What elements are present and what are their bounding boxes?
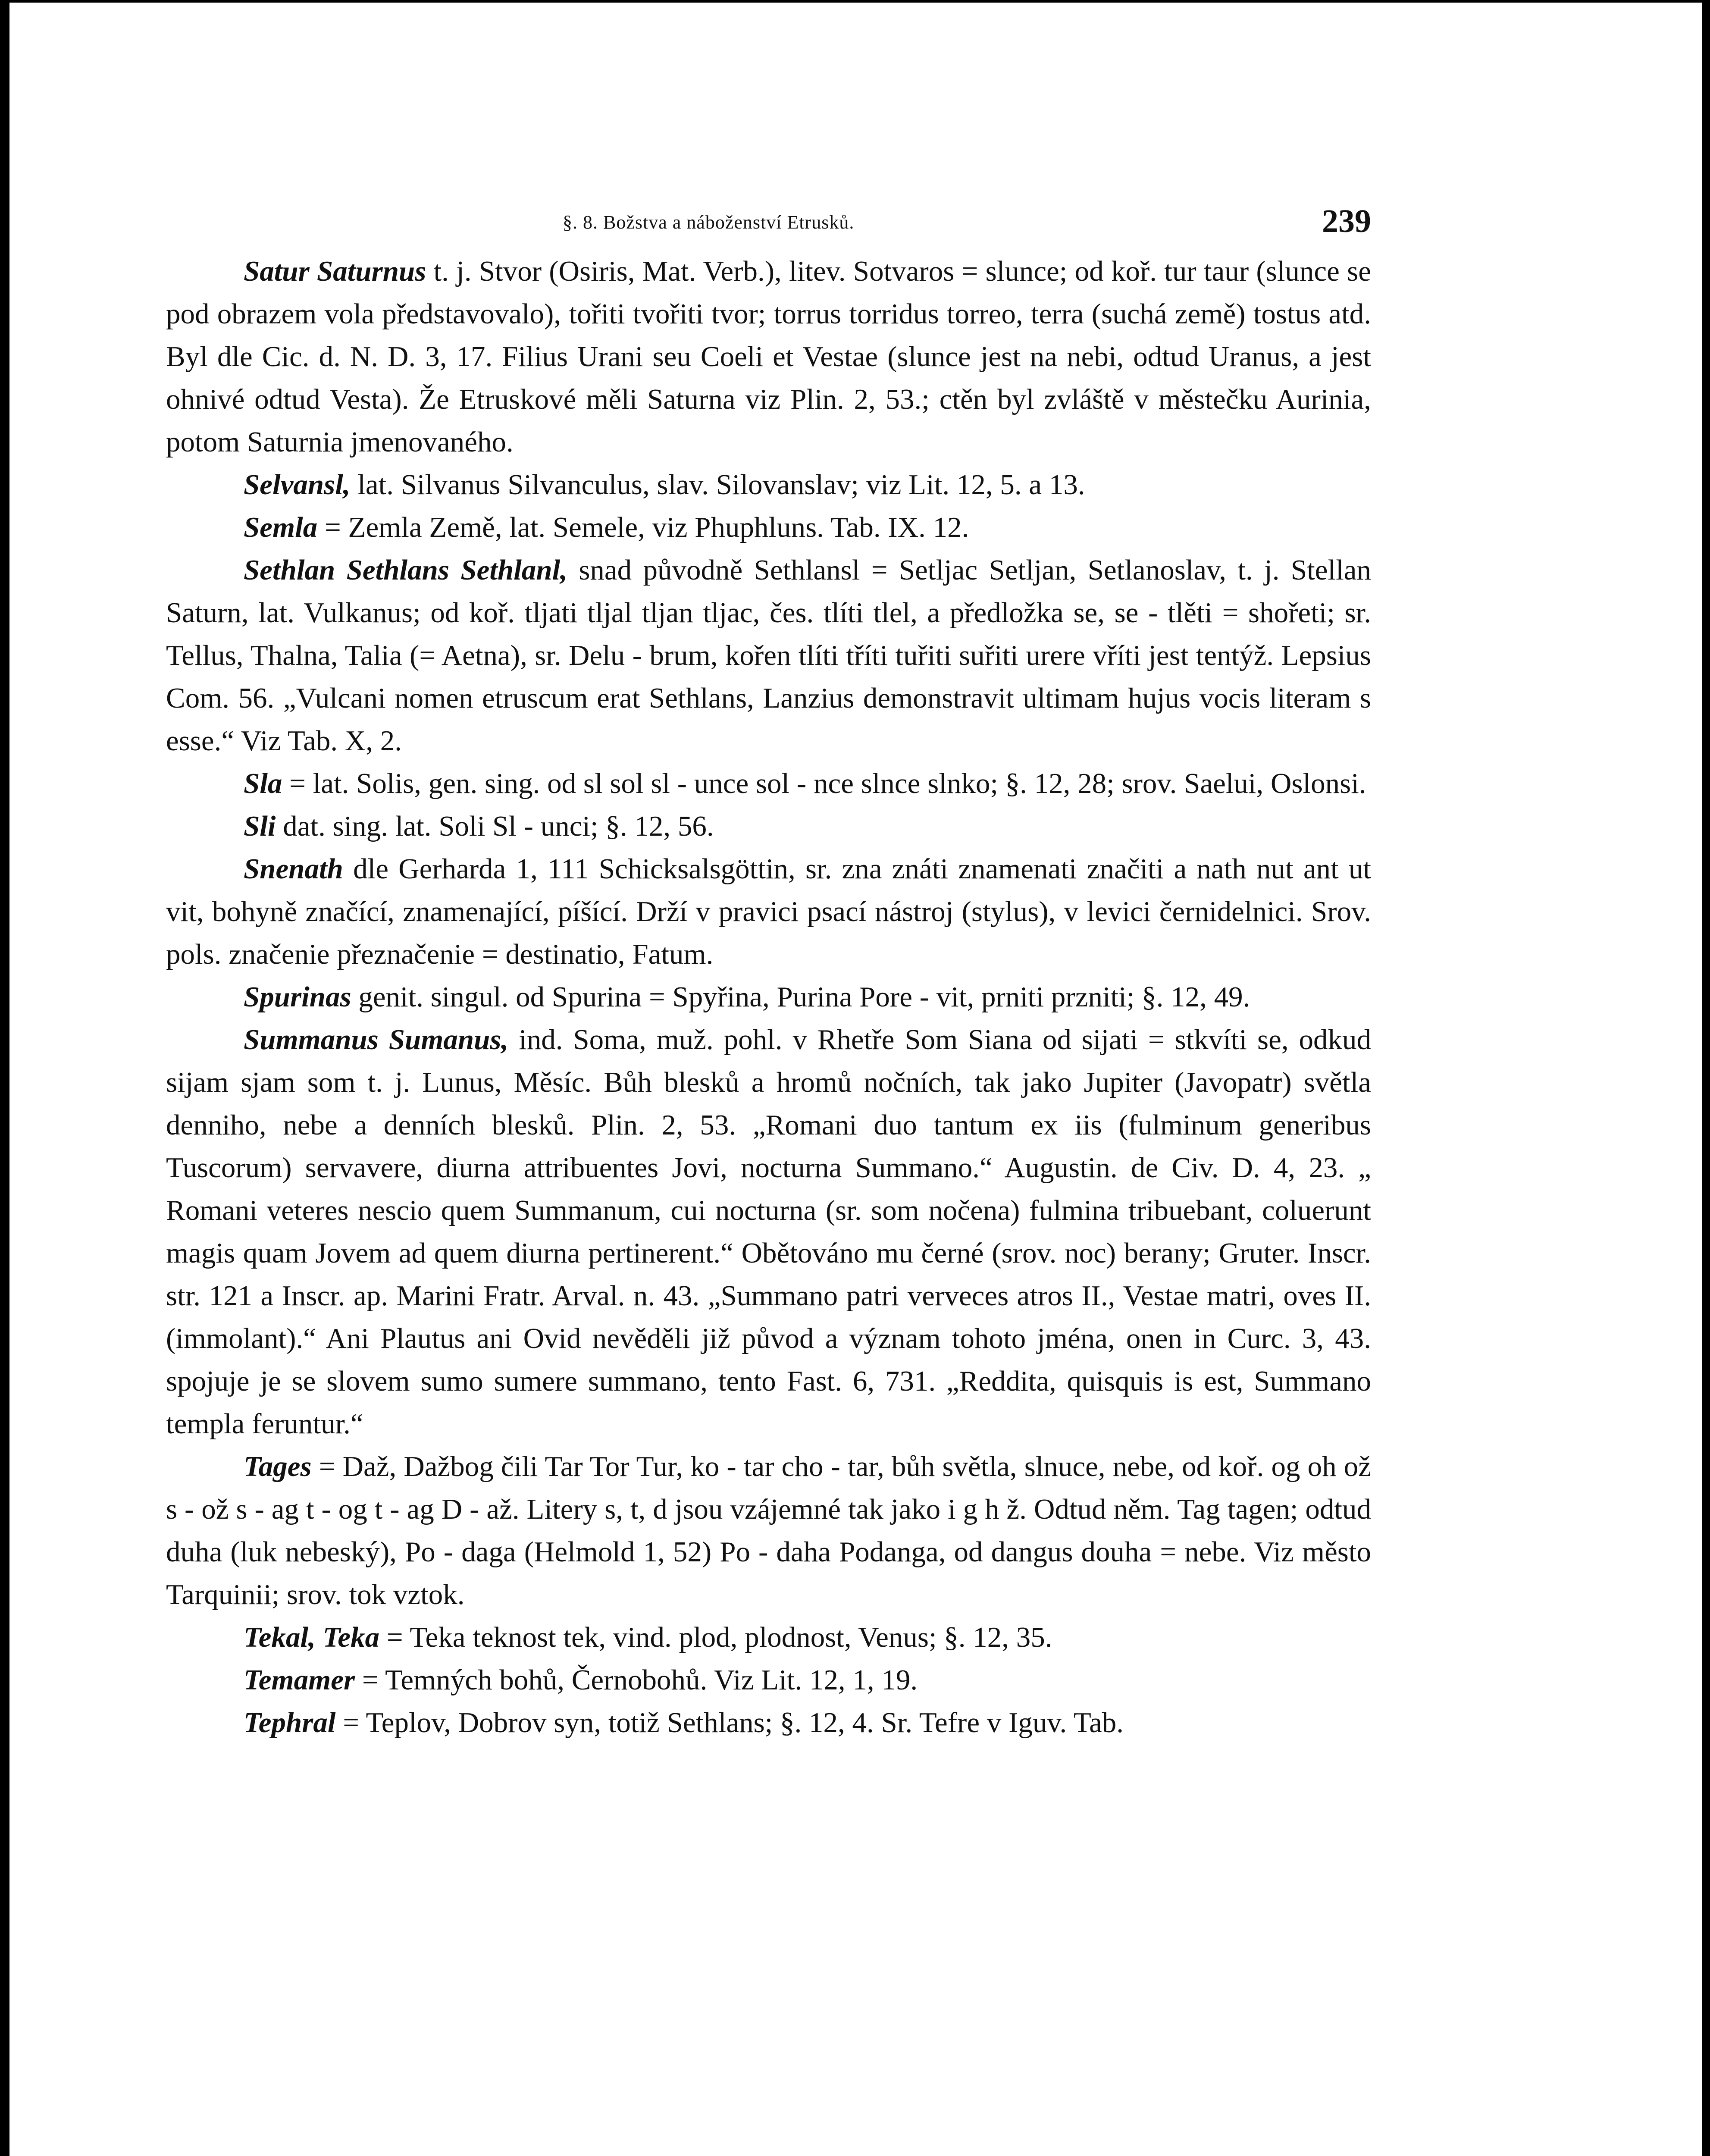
entry-selvansl bbox=[166, 464, 1371, 506]
entry-sla bbox=[166, 762, 1371, 805]
headword: Sla bbox=[244, 768, 282, 799]
headword: Semla bbox=[244, 511, 318, 543]
book-page bbox=[166, 203, 1371, 1744]
headword: Satur Saturnus bbox=[244, 255, 426, 287]
headword: Tephral bbox=[244, 1707, 336, 1739]
entry-temamer bbox=[166, 1659, 1371, 1702]
entry-text: t. j. Stvor (Osiris, Mat. Verb.), litev. Sotvaros = slunce; od koř. tur taur (slunce se pod obrazem vola představovalo), tořiti tvořiti tvor; torrus torridus torreo, terra (suchá země) tostus atd. Byl dle Cic. d. N. D. 3, 17. Filius Urani seu Coeli et Vestae (slunce jest na nebi, odtud Uranus, a jest ohnivé odtud Vesta). Že Etruskové měli Saturna viz Plin. 2, 53.; ctěn byl zvláště v městečku Aurinia, potom Saturnia jmenovaného. bbox=[166, 255, 1371, 458]
running-title: §. 8. Božstva a náboženství Etrusků. bbox=[563, 212, 855, 233]
page-header bbox=[166, 203, 1371, 250]
headword: Tages bbox=[244, 1451, 312, 1482]
headword: Selvansl, bbox=[244, 469, 351, 501]
headword: Tekal, Teka bbox=[244, 1621, 380, 1653]
entry-text: = Teka teknost tek, vind. plod, plodnost, Venus; §. 12, 35. bbox=[379, 1621, 1052, 1653]
entry-text: = Daž, Dažbog čili Tar Tor Tur, ko - tar cho - tar, bůh světla, slnuce, nebe, od koř. og oh ož s - ož s - ag t - og t - ag D - až. Litery s, t, d jsou vzájemné tak jako i g h ž. Odtud něm. Tag tagen; odtud duha (luk nebeský), Po - daga (Helmold 1, 52) Po - daha Podanga, od dangus douha = nebe. Viz město Tarquinii; srov. tok vztok. bbox=[166, 1451, 1371, 1611]
scan-border-left bbox=[0, 0, 9, 2156]
entry-text: = lat. Solis, gen. sing. od sl sol sl - unce sol - nce slnce slnko; §. 12, 28; srov. Saelui, Oslonsi. bbox=[282, 768, 1366, 799]
entry-tekal bbox=[166, 1616, 1371, 1659]
entry-text: = Temných bohů, Černobohů. Viz Lit. 12, 1, 19. bbox=[355, 1664, 918, 1696]
entry-tages bbox=[166, 1445, 1371, 1616]
headword: Summanus Sumanus, bbox=[244, 1024, 509, 1056]
entry-text: dle Gerharda 1, 111 Schicksalsgöttin, sr. zna znáti znamenati značiti a nath nut ant ut vit, bohyně značící, znamenající, píšící. Drží v pravici psací nástroj (stylus), v levici černidelnici. Srov. pols. značenie přeznačenie = destinatio, Fatum. bbox=[166, 853, 1371, 970]
entry-summanus bbox=[166, 1018, 1371, 1445]
entry-text: = Teplov, Dobrov syn, totiž Sethlans; §. 12, 4. Sr. Tefre v Iguv. Tab. bbox=[335, 1707, 1124, 1739]
entry-snenath bbox=[166, 848, 1371, 976]
page-number: 239 bbox=[1322, 203, 1371, 239]
entry-text: genit. singul. od Spurina = Spyřina, Purina Pore - vit, prniti przniti; §. 12, 49. bbox=[351, 981, 1250, 1013]
headword: Sethlan Sethlans Sethlanl, bbox=[244, 554, 567, 586]
entry-text: = Zemla Země, lat. Semele, viz Phuphluns. Tab. IX. 12. bbox=[317, 511, 969, 543]
headword: Sli bbox=[244, 810, 276, 842]
entry-text: snad původně Sethlansl = Setljac Setljan, Setlanoslav, t. j. Stellan Saturn, lat. Vulkanus; od koř. tljati tljal tljan tljac, čes. tlíti tlel, a předložka se, se - tlěti = shořeti; sr. Tellus, Thalna, Talia (= Aetna), sr. Delu - brum, kořen tlíti tříti tuřiti suřiti urere vříti jest tentýž. Lepsius Com. 56. „Vulcani nomen etruscum erat Sethlans, Lanzius demonstravit ultimam hujus vocis literam s esse.“ Viz Tab. X, 2. bbox=[166, 554, 1372, 757]
entry-text: ind. Soma, muž. pohl. v Rhetře Som Siana od sijati = stkvíti se, odkud sijam sjam som t. j. Lunus, Měsíc. Bůh blesků a hromů nočních, tak jako Jupiter (Javopatr) světla denniho, nebe a denních blesků. Plin. 2, 53. „Romani duo tantum ex iis (fulminum generibus Tuscorum) servavere, diurna attribuentes Jovi, nocturna Summano.“ Augustin. de Civ. D. 4, 23. „ Romani veteres nescio quem Summanum, cui nocturna (sr. som nočena) fulmina tribuebant, coluerunt magis quam Jovem ad quem diurna pertinerent.“ Obětováno mu černé (srov. noc) berany; Gruter. Inscr. str. 121 a Inscr. ap. Marini Fratr. Arval. n. 43. „Summano patri verveces atros II., Vestae matri, oves II. (immolant).“ Ani Plautus ani Ovid nevěděli již původ a význam tohoto jména, onen in Curc. 3, 43. spojuje je se slovem sumo sumere summano, tento Fast. 6, 731. „Reddita, quisquis is est, Summano templa feruntur.“ bbox=[166, 1024, 1372, 1440]
entry-text: lat. Silvanus Silvanculus, slav. Silovanslav; viz Lit. 12, 5. a 13. bbox=[350, 469, 1085, 501]
entry-text: dat. sing. lat. Soli Sl - unci; §. 12, 56. bbox=[276, 810, 714, 842]
entry-sethlan bbox=[166, 549, 1371, 762]
scan-border-top bbox=[0, 0, 1710, 3]
entry-tephral bbox=[166, 1702, 1371, 1744]
scan-border-right bbox=[1702, 0, 1710, 2156]
entry-sli bbox=[166, 805, 1371, 848]
headword: Temamer bbox=[244, 1664, 355, 1696]
entry-semla bbox=[166, 506, 1371, 549]
entry-spurinas bbox=[166, 976, 1371, 1018]
headword: Spurinas bbox=[244, 981, 351, 1013]
entry-satur bbox=[166, 250, 1371, 464]
headword: Snenath bbox=[244, 853, 343, 885]
